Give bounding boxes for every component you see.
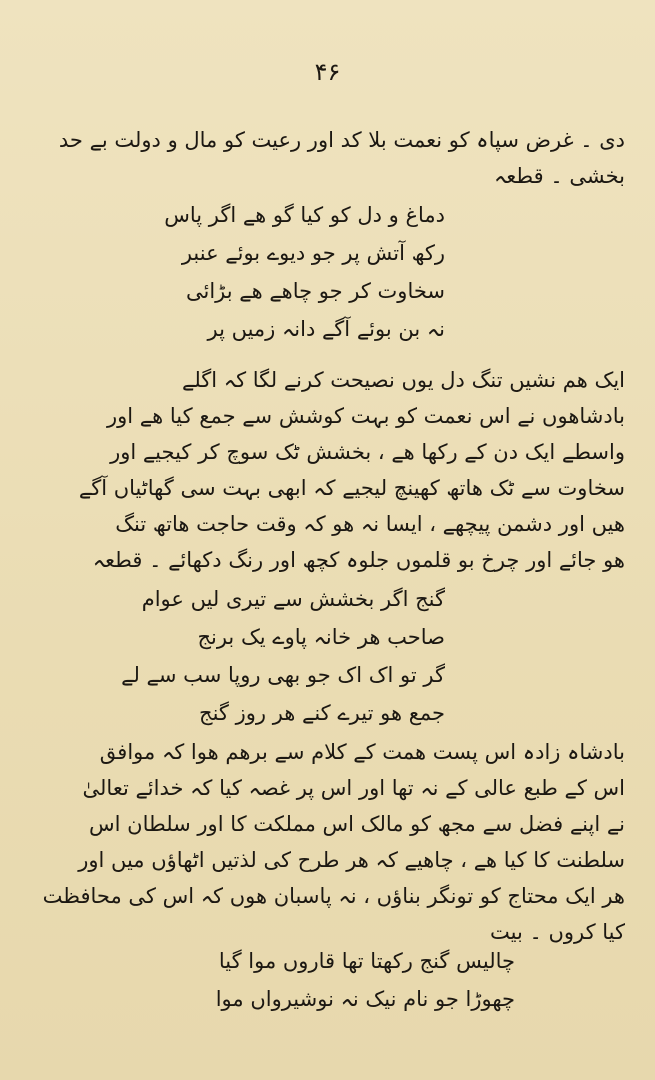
verse-line: گر تو اک اک جو بھی روپا سب سے لے [121, 663, 445, 687]
page-number: ۴۶ [314, 58, 341, 86]
verse-line: رکھ آتش پر جو دیوے بوئے عنبر [181, 241, 445, 265]
paragraph-3 [25, 734, 625, 950]
text-line: سخاوت سے ٹک ھاتھ کھینچ لیجیے کہ ابھی بہت سی گھاٹیاں آگے [78, 476, 625, 500]
verse-line: نہ بن بوئے آگے دانہ زمیں پر [207, 317, 445, 341]
paragraph-1 [25, 122, 625, 194]
verse-1 [65, 196, 445, 348]
verse-line: جمع ھو تیرے کنے ھر روز گنج [199, 701, 445, 725]
verse-line: گنج اگر بخشش سے تیری لیں عوام [141, 587, 445, 611]
text-line: نے اپنے فضل سے مجھ کو مالک اس مملکت کا اور سلطان اس [89, 812, 625, 836]
text-line: ھر ایک محتاج کو تونگر بناؤں ، نہ پاسبان ھوں کہ اس کی محافظت [42, 884, 625, 908]
verse-3 [95, 942, 515, 1018]
text-line: کیا کروں ۔ بیت [489, 920, 625, 944]
text-line: سلطنت کا کیا ھے ، چاھیے کہ ھر طرح کی لذتیں اٹھاؤں میں اور [78, 848, 625, 872]
text-line: ھیں اور دشمن پیچھے ، ایسا نہ ھو کہ وقت حاجت ھاتھ تنگ [115, 512, 625, 536]
verse-line: چالیس گنج رکھتا تھا قاروں موا گیا [218, 949, 515, 973]
text-line: واسطے ایک دن کے رکھا ھے ، بخشش ٹک سوچ کر کیجیے اور [110, 440, 625, 464]
verse-line: دماغ و دل کو کیا گو ھے اگر پاس [164, 203, 445, 227]
text-line: ھو جائے اور چرخ بو قلموں جلوہ کچھ اور رنگ دکھائے ۔ قطعہ [92, 548, 625, 572]
text-line: ایک ھم نشیں تنگ دل یوں نصیحت کرنے لگا کہ اگلے [182, 368, 625, 392]
text-line: دی ۔ غرض سپاہ کو نعمت بلا کد اور رعیت کو مال و دولت بے حد [58, 128, 625, 152]
paragraph-2 [25, 362, 625, 578]
verse-2 [65, 580, 445, 732]
text-line: اس کے طبع عالی کے نہ تھا اور اس پر غصہ کیا کہ خدائے تعالیٰ [82, 776, 625, 800]
verse-line: صاحب ھر خانہ پاوے یک برنج [197, 625, 445, 649]
verse-line: سخاوت کر جو چاھے ھے بڑائی [185, 279, 445, 303]
text-line: بادشاھوں نے اس نعمت کو بہت کوشش سے جمع کیا ھے اور [107, 404, 625, 428]
verse-line: چھوڑا جو نام نیک نہ نوشیرواں موا [215, 987, 515, 1011]
text-line: بادشاہ زادہ اس پست ھمت کے کلام سے برھم ھوا کہ موافق [99, 740, 625, 764]
text-line: بخشی ۔ قطعہ [494, 164, 625, 188]
